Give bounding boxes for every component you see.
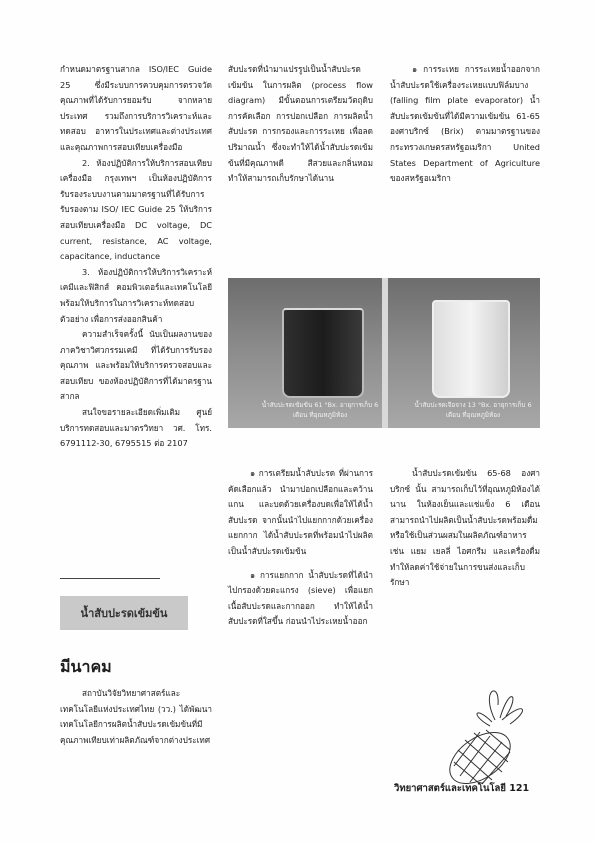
paragraph: ๑ การระเหย การระเหยน้ำออกจากน้ำสับปะรดใช้เครื่องระเหยแบบฟิล์มบาง (falling film plate evaporator) น้ำสับปะรดเข้มข้นที่ได้มีความเข้มข้น 61-65 องศาบริกซ์ (Brix) ตามมาตรฐานของกระทรวงเกษตรสหรัฐอเมริกา United States Department of Agriculture ของสหรัฐอเมริกา (390, 64, 540, 184)
month-column (60, 686, 212, 748)
section-title-box: น้ำสับปะรดเข้มข้น (60, 596, 188, 630)
paragraph: ความสำเร็จครั้งนี้ นับเป็นผลงานของภาควิชาวิศวกรรมเคมี ที่ได้รับการรับรองคุณภาพ และพร้อมให้บริการตรวจสอบและสอบเทียบ ของห้องปฏิบัติการที่ได้มาตรฐานสากล (60, 329, 212, 402)
left-column (60, 62, 212, 452)
concentrated-juice-glass (282, 308, 364, 398)
middle-top-column (228, 62, 373, 187)
juice-photo (228, 278, 540, 428)
paragraph: กำหนดมาตรฐานสากล ISO/IEC Guide 25 ซึ่งมีระบบการควบคุมการตรวจวัดคุณภาพที่ได้รับการยอมรับ จากหลายประเทศ รวมถึงการบริการวิเคราะห์และทดสอบ อาหารในประเทศและต่างประเทศ และคุณภาพการสอบเทียบเครื่องมือ (60, 64, 212, 152)
right-top-column (390, 62, 540, 187)
photo-caption-left: น้ำสับปะรดเข้มข้น 61 °Bx. อายุการเก็บ 6 เดือน ที่อุณหภูมิห้อง (261, 401, 379, 419)
middle-bottom-column (228, 466, 373, 630)
divider-rule (60, 578, 160, 579)
paragraph: สนใจขอรายละเอียดเพิ่มเติม ศูนย์บริการทดสอบและมาตรวิทยา วศ. โทร. 6791112-30, 6795515 ต่อ 2107 (60, 407, 212, 449)
paragraph: 2. ห้องปฏิบัติการให้บริการสอบเทียบเครื่องมือ กรุงเทพฯ เป็นห้องปฏิบัติการรับรองระบบงานตามมาตรฐานที่ได้รับการรับรองตาม ISO/ IEC Guide 25 ให้บริการสอบเทียบเครื่องมือ DC voltage, DC current, resistance, AC voltage, capacitance, inductance (60, 157, 212, 262)
paragraph: ๑ การแยกกาก น้ำสับปะรดที่ได้นำไปกรองด้วยตะแกรง (sieve) เพื่อแยกเนื้อสับปะรดและกากออก ทำให้ได้น้ำสับปะรดที่ใสขึ้น ก่อนนำไประเหยน้ำออก (228, 569, 373, 627)
paragraph: ๑ การเตรียมน้ำสับปะรด ที่ผ่านการคัดเลือกแล้ว นำมาปอกเปลือกและคว้านแกน และบดด้วยเครื่องบดเพื่อให้ได้น้ำสับปะรด จากนั้นนำไปแยกกากด้วยเครื่องแยกกาก ได้น้ำสับปะรดที่พร้อมนำไปผลิตเป็นน้ำสับปะรดเข้มข้น (228, 468, 373, 556)
paragraph: น้ำสับปะรดเข้มข้น 65-68 องศาบริกซ์ นั้น สามารถเก็บไว้ที่อุณหภูมิห้องได้นาน ในห้องเย็นและแช่แข็ง 6 เดือน สามารถนำไปผลิตเป็นน้ำสับปะรดพร้อมดื่ม หรือใช้เป็นส่วนผสมในผลิตภัณฑ์อาหาร เช่น แยม เยลลี่ ไอศกรีม และเครื่องดื่ม ทำให้ลดค่าใช้จ่ายในการขนส่งและเก็บรักษา (390, 468, 540, 588)
paragraph: 3. ห้องปฏิบัติการให้บริการวิเคราะห์เคมีและฟิสิกส์ คอมพิวเตอร์และเทคโนโลยีพร้อมให้บริการในการวิเคราะห์ทดสอบตัวอย่าง เพื่อการส่งออกสินค้า (60, 266, 212, 324)
right-bottom-column (390, 466, 540, 591)
photo-caption-right: น้ำสับปะรดเจือจาง 13 °Bx. อายุการเก็บ 6 เดือน ที่อุณหภูมิห้อง (414, 401, 532, 419)
photo-divider (382, 278, 388, 428)
paragraph: สถาบันวิจัยวิทยาศาสตร์และเทคโนโลยีแห่งประเทศไทย (วว.) ได้พัฒนาเทคโนโลยีการผลิตน้ำสับปะรดเข้มข้นที่มีคุณภาพเทียบเท่าผลิตภัณฑ์จากต่างประเทศ (60, 688, 212, 745)
paragraph: สับปะรดที่นำมาแปรรูปเป็นน้ำสับปะรดเข้มข้น ในการผลิต (process flow diagram) มีขั้นตอนการเตรียมวัตถุดิบ การคัดเลือก การปอกเปลือก การผลิตน้ำสับปะรด การกรองและการระเหย เพื่อลดปริมาณน้ำ ซึ่งจะทำให้ได้น้ำสับปะรดเข้มข้นที่มีคุณภาพดี สีสวยและกลิ่นหอม ทำให้สามารถเก็บรักษาได้นาน (228, 64, 373, 184)
page-footer: วิทยาศาสตร์และเทคโนโลยี 121 (394, 783, 530, 794)
month-heading: มีนาคม (60, 657, 112, 676)
diluted-juice-glass (432, 300, 510, 398)
